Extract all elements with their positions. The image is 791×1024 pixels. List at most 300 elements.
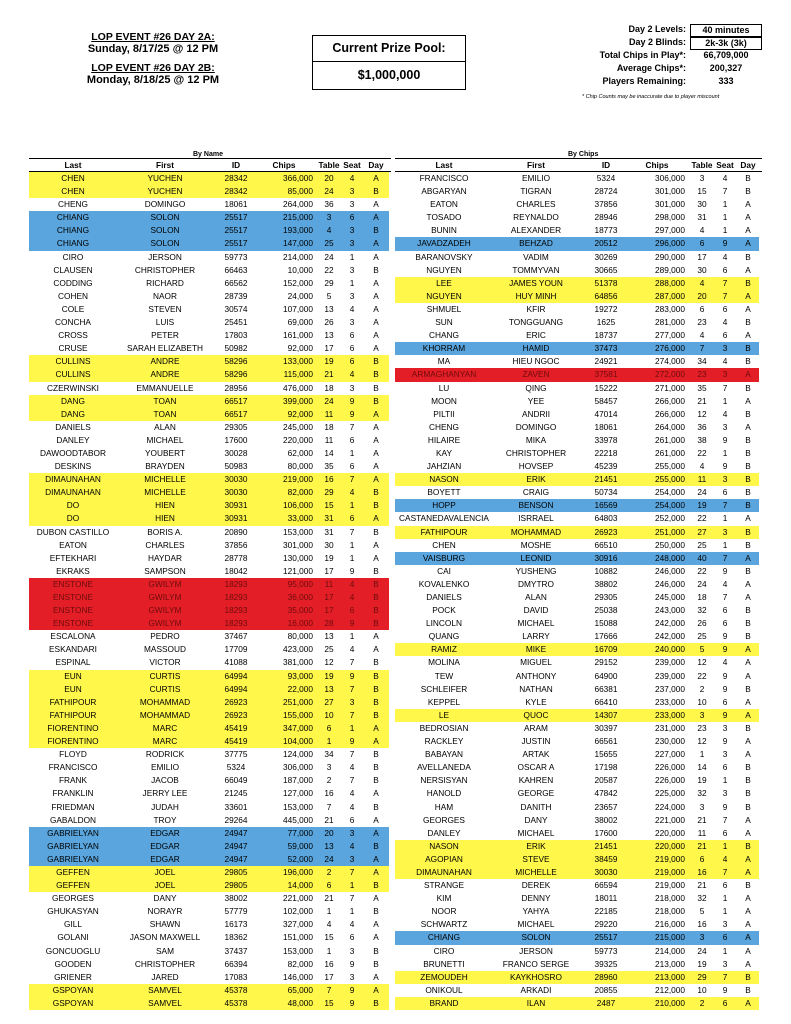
cell-seat: 9 (722, 434, 728, 445)
table-row[interactable] (29, 185, 391, 198)
cell-seat: 6 (349, 513, 355, 524)
table-row[interactable] (395, 709, 762, 722)
table-row[interactable] (29, 840, 391, 853)
table-row[interactable] (29, 604, 391, 617)
table-row[interactable] (395, 630, 762, 643)
table-row[interactable] (395, 578, 762, 591)
table-row[interactable] (395, 971, 762, 984)
event-a-block (58, 31, 248, 55)
table-row[interactable] (29, 630, 391, 643)
cell-last: BOYETT (427, 487, 461, 498)
table-row[interactable] (395, 512, 762, 525)
table-row[interactable] (29, 683, 391, 696)
cell-id: 24947 (224, 840, 248, 851)
cell-day: B (373, 958, 379, 969)
table-row[interactable] (29, 303, 391, 316)
cell-seat: 7 (349, 866, 355, 877)
cell-last: ARMAGHANYAN (411, 369, 477, 380)
table-row[interactable] (29, 853, 391, 866)
table-row[interactable] (29, 748, 391, 761)
table-header (395, 158, 762, 172)
cell-first: HIEN (155, 500, 175, 511)
cell-seat: 6 (349, 932, 355, 943)
table-row[interactable] (29, 945, 391, 958)
table-row[interactable] (29, 709, 391, 722)
cell-day: A (373, 277, 379, 288)
table-row[interactable] (395, 264, 762, 277)
cell-day: A (373, 971, 379, 982)
column-header-id[interactable]: ID (231, 160, 241, 170)
cell-id: 18061 (594, 421, 618, 432)
cell-chips: 210,000 (655, 997, 685, 1008)
cell-id: 17083 (224, 971, 248, 982)
table-row[interactable] (395, 670, 762, 683)
cell-table: 7 (699, 343, 705, 354)
cell-first: SAMVEL (148, 984, 182, 995)
cell-last: DAWOODTABOR (40, 447, 106, 458)
cell-last: BARANOVSKY (415, 251, 473, 262)
table-row[interactable] (29, 264, 391, 277)
chip-count-note: * Chip Counts may be inaccurate due to player miscount (582, 94, 720, 100)
cell-day: B (745, 722, 751, 733)
cell-first: ZAVEN (522, 369, 550, 380)
table-row[interactable] (395, 722, 762, 735)
cell-last: DIMAUNAHAN (45, 487, 101, 498)
table-row[interactable] (395, 539, 762, 552)
cell-seat: 3 (722, 343, 728, 354)
cell-first: HIEU NGOC (512, 356, 560, 367)
table-row[interactable] (29, 931, 391, 944)
cell-id: 28739 (224, 290, 248, 301)
cell-first: ERIK (526, 474, 546, 485)
table-row[interactable] (395, 552, 762, 565)
table-row[interactable] (29, 997, 391, 1010)
cell-last: EUN (64, 670, 82, 681)
table-row[interactable] (395, 185, 762, 198)
column-header-first[interactable]: First (156, 160, 174, 170)
cell-day: A (373, 408, 379, 419)
cell-table: 3 (699, 709, 705, 720)
table-row[interactable] (29, 656, 391, 669)
cell-chips: 127,000 (283, 788, 313, 799)
table-row[interactable] (29, 211, 391, 224)
table-row[interactable] (395, 683, 762, 696)
table-row[interactable] (395, 591, 762, 604)
table-row[interactable] (29, 722, 391, 735)
table-row[interactable] (395, 997, 762, 1010)
cell-table: 7 (326, 801, 332, 812)
table-row[interactable] (395, 395, 762, 408)
cell-id: 41088 (224, 657, 248, 668)
table-row[interactable] (395, 945, 762, 958)
cell-first: CURTIS (149, 670, 181, 681)
cell-table: 36 (324, 199, 334, 210)
table-row[interactable] (395, 434, 762, 447)
cell-day: B (373, 565, 379, 576)
cell-day: B (373, 605, 379, 616)
cell-table: 35 (324, 461, 334, 472)
cell-day: B (745, 251, 751, 262)
table-row[interactable] (29, 696, 391, 709)
cell-id: 30030 (594, 866, 618, 877)
table-row[interactable] (395, 918, 762, 931)
cell-id: 14307 (594, 709, 618, 720)
cell-table: 5 (699, 906, 705, 917)
cell-first: FRANCO SERGE (502, 958, 570, 969)
cell-id: 28342 (224, 173, 248, 183)
table-row[interactable] (29, 316, 391, 329)
table-row[interactable] (395, 329, 762, 342)
cell-table: 31 (697, 212, 707, 223)
cell-seat: 6 (722, 827, 728, 838)
cell-id: 45419 (224, 722, 248, 733)
cell-id: 29220 (594, 919, 618, 930)
cell-seat: 6 (722, 762, 728, 773)
cell-last: RAMIZ (431, 644, 457, 655)
table-row[interactable] (395, 853, 762, 866)
cell-last: HILAIRE (427, 434, 461, 445)
table-row[interactable] (395, 198, 762, 211)
table-row[interactable] (395, 277, 762, 290)
cell-first: YUCHEN (147, 173, 183, 183)
table-row[interactable] (29, 958, 391, 971)
table-row[interactable] (29, 329, 391, 342)
table-row[interactable] (395, 290, 762, 303)
cell-table: 3 (699, 801, 705, 812)
column-header-chips[interactable]: Chips (272, 160, 296, 170)
table-row[interactable] (29, 526, 391, 539)
table-row[interactable] (395, 382, 762, 395)
table-row[interactable] (395, 237, 762, 250)
table-row[interactable] (29, 892, 391, 905)
cell-seat: 4 (349, 369, 355, 380)
cell-seat: 4 (722, 173, 728, 183)
table-row[interactable] (395, 643, 762, 656)
table-row[interactable] (395, 342, 762, 355)
table-row[interactable] (395, 473, 762, 486)
table-row[interactable] (29, 237, 391, 250)
table-row[interactable] (29, 539, 391, 552)
cell-table: 21 (324, 814, 334, 825)
cell-id: 37856 (594, 199, 618, 210)
table-row[interactable] (395, 787, 762, 800)
cell-last: LINCOLN (426, 618, 462, 629)
table-row[interactable] (29, 368, 391, 381)
cell-seat: 9 (349, 618, 355, 629)
cell-last: CHANG (429, 330, 459, 341)
cell-table: 6 (699, 303, 705, 314)
cell-last: CULLINS (55, 356, 91, 367)
cell-first: JASON MAXWELL (129, 932, 201, 943)
cell-seat: 3 (722, 788, 728, 799)
cell-id: 66561 (594, 736, 618, 747)
cell-last: GEORGES (52, 893, 94, 904)
table-row[interactable] (395, 316, 762, 329)
cell-id: 5324 (226, 762, 246, 773)
table-row[interactable] (29, 801, 391, 814)
table-row[interactable] (395, 892, 762, 905)
table-row[interactable] (395, 801, 762, 814)
cell-table: 36 (697, 421, 707, 432)
cell-seat: 3 (349, 238, 355, 249)
table-row[interactable] (29, 395, 391, 408)
cell-id: 29805 (224, 880, 248, 891)
cell-id: 33978 (594, 434, 618, 445)
table-row[interactable] (29, 761, 391, 774)
cell-first: SARAH ELIZABETH (126, 343, 204, 354)
table-row[interactable] (29, 224, 391, 237)
table-row[interactable] (29, 918, 391, 931)
cell-id: 37467 (224, 631, 248, 642)
cell-seat: 3 (722, 919, 728, 930)
table-row[interactable] (395, 827, 762, 840)
by-name-title: By Name (193, 151, 223, 158)
cell-day: A (745, 945, 751, 956)
column-header-last[interactable]: Last (64, 160, 82, 170)
cell-table: 5 (326, 290, 332, 301)
cell-id: 17803 (224, 330, 248, 341)
table-row[interactable] (395, 526, 762, 539)
cell-id: 45239 (594, 461, 618, 472)
cell-id: 28778 (224, 552, 248, 563)
cell-last: GHUKASYAN (47, 906, 99, 917)
cell-seat: 7 (349, 683, 355, 694)
table-row[interactable] (29, 251, 391, 264)
table-row[interactable] (395, 499, 762, 512)
cell-day: A (745, 749, 751, 760)
table-row[interactable] (29, 617, 391, 630)
table-row[interactable] (29, 565, 391, 578)
table-row[interactable] (29, 172, 391, 185)
cell-day: B (745, 487, 751, 498)
cell-table: 21 (697, 880, 707, 891)
table-row[interactable] (29, 473, 391, 486)
table-row[interactable] (395, 447, 762, 460)
cell-table: 24 (697, 487, 707, 498)
table-row[interactable] (395, 748, 762, 761)
table-row[interactable] (395, 604, 762, 617)
table-row[interactable] (29, 774, 391, 787)
table-row[interactable] (395, 565, 762, 578)
column-header-day[interactable]: Day (740, 160, 756, 170)
cell-id: 66394 (224, 958, 248, 969)
table-row[interactable] (395, 735, 762, 748)
table-row[interactable] (29, 447, 391, 460)
table-row[interactable] (395, 958, 762, 971)
table-row[interactable] (29, 290, 391, 303)
cell-id: 45378 (224, 984, 248, 995)
table-row[interactable] (29, 735, 391, 748)
cell-table: 29 (324, 277, 334, 288)
table-row[interactable] (395, 696, 762, 709)
cell-chips: 80,000 (287, 631, 313, 642)
table-row[interactable] (395, 211, 762, 224)
table-row[interactable] (395, 656, 762, 669)
cell-day: B (745, 840, 751, 851)
cell-table: 16 (697, 919, 707, 930)
cell-id: 20855 (594, 984, 618, 995)
cell-first: DOMINGO (515, 421, 557, 432)
cell-seat: 1 (349, 539, 355, 550)
cell-last: STRANGE (423, 880, 465, 891)
cell-last: SCHWARTZ (420, 919, 468, 930)
cell-id: 30397 (594, 722, 618, 733)
cell-day: A (373, 919, 379, 930)
cell-day: A (373, 251, 379, 262)
cell-table: 20 (324, 827, 334, 838)
cell-day: B (745, 474, 751, 485)
cell-seat: 1 (349, 552, 355, 563)
table-row[interactable] (395, 774, 762, 787)
cell-seat: 9 (349, 408, 355, 419)
table-row[interactable] (29, 866, 391, 879)
cell-chips: 24,000 (287, 290, 313, 301)
table-row[interactable] (29, 382, 391, 395)
cell-day: A (373, 513, 379, 524)
cell-table: 29 (697, 971, 707, 982)
table-row[interactable] (29, 827, 391, 840)
column-header-first[interactable]: First (527, 160, 545, 170)
table-row[interactable] (29, 277, 391, 290)
column-header-seat[interactable]: Seat (343, 160, 361, 170)
table-row[interactable] (395, 879, 762, 892)
table-row[interactable] (29, 342, 391, 355)
cell-last: CONCHA (55, 317, 91, 328)
table-row[interactable] (395, 486, 762, 499)
cell-last: EUN (64, 683, 82, 694)
table-row[interactable] (29, 552, 391, 565)
stat-value: 2k-3k (3k) (690, 37, 762, 50)
cell-first: EMMANUELLE (136, 382, 194, 393)
table-row[interactable] (395, 866, 762, 879)
cell-day: B (745, 173, 751, 183)
table-row[interactable] (29, 460, 391, 473)
cell-seat: 3 (349, 186, 355, 197)
cell-table: 32 (697, 893, 707, 904)
cell-seat: 3 (349, 827, 355, 838)
cell-last: CASTANEDAVALENCIA (399, 513, 489, 524)
cell-day: A (745, 958, 751, 969)
cell-day: A (373, 932, 379, 943)
table-row[interactable] (29, 879, 391, 892)
table-row[interactable] (395, 761, 762, 774)
cell-chips: 146,000 (283, 971, 313, 982)
cell-last: CLAUSEN (53, 264, 93, 275)
table-row[interactable] (29, 591, 391, 604)
cell-table: 1 (699, 749, 705, 760)
cell-last: KHORRAM (422, 343, 466, 354)
cell-last: CHEN (61, 173, 85, 183)
table-row[interactable] (395, 172, 762, 185)
table-row[interactable] (29, 814, 391, 827)
table-row[interactable] (29, 670, 391, 683)
table-row[interactable] (29, 355, 391, 368)
cell-chips: 213,000 (655, 958, 685, 969)
table-row[interactable] (395, 984, 762, 997)
cell-first: ARAM (524, 722, 548, 733)
table-row[interactable] (29, 486, 391, 499)
column-header-seat[interactable]: Seat (716, 160, 734, 170)
cell-last: GILL (64, 919, 82, 930)
cell-seat: 1 (722, 906, 728, 917)
table-row[interactable] (29, 984, 391, 997)
cell-id: 19272 (594, 303, 618, 314)
table-row[interactable] (29, 434, 391, 447)
table-row[interactable] (29, 421, 391, 434)
cell-table: 20 (697, 290, 707, 301)
table-row[interactable] (29, 643, 391, 656)
cell-id: 24921 (594, 356, 618, 367)
cell-table: 22 (697, 565, 707, 576)
table-row[interactable] (395, 355, 762, 368)
cell-chips: 381,000 (283, 657, 313, 668)
table-row[interactable] (29, 787, 391, 800)
table-row[interactable] (395, 840, 762, 853)
cell-id: 39325 (594, 958, 618, 969)
table-row[interactable] (29, 408, 391, 421)
table-row[interactable] (395, 814, 762, 827)
cell-day: A (373, 736, 379, 747)
cell-last: FATHIPOUR (49, 709, 97, 720)
column-header-table[interactable]: Table (318, 160, 340, 170)
column-header-day[interactable]: Day (368, 160, 384, 170)
table-row[interactable] (29, 512, 391, 525)
cell-chips: 95,000 (287, 578, 313, 589)
cell-table: 28 (324, 618, 334, 629)
table-row[interactable] (395, 617, 762, 630)
column-header-chips[interactable]: Chips (645, 160, 669, 170)
cell-seat: 6 (349, 461, 355, 472)
column-header-id[interactable]: ID (601, 160, 611, 170)
table-row[interactable] (395, 251, 762, 264)
table-row[interactable] (29, 499, 391, 512)
cell-last: CHENG (429, 421, 459, 432)
cell-day: A (373, 461, 379, 472)
column-header-last[interactable]: Last (435, 160, 453, 170)
cell-table: 23 (697, 722, 707, 733)
cell-id: 58296 (224, 369, 248, 380)
table-row[interactable] (395, 303, 762, 316)
cell-seat: 6 (349, 434, 355, 445)
cell-seat: 1 (722, 945, 728, 956)
table-row[interactable] (29, 905, 391, 918)
column-header-table[interactable]: Table (691, 160, 713, 170)
cell-day: A (373, 173, 379, 183)
table-row[interactable] (395, 368, 762, 381)
table-row[interactable] (395, 408, 762, 421)
table-row[interactable] (395, 421, 762, 434)
table-row[interactable] (29, 971, 391, 984)
table-row[interactable] (395, 905, 762, 918)
cell-chips: 193,000 (283, 225, 313, 236)
table-row[interactable] (29, 578, 391, 591)
cell-day: B (373, 880, 379, 891)
cell-day: A (745, 853, 751, 864)
table-row[interactable] (29, 198, 391, 211)
table-row[interactable] (395, 224, 762, 237)
table-row[interactable] (395, 931, 762, 944)
cell-id: 2487 (596, 997, 616, 1008)
cell-seat: 1 (722, 840, 728, 851)
cell-table: 6 (326, 880, 332, 891)
cell-day: A (373, 238, 379, 249)
cell-seat: 9 (349, 736, 355, 747)
cell-last: TOSADO (426, 212, 462, 223)
cell-seat: 9 (722, 736, 728, 747)
table-row[interactable] (395, 460, 762, 473)
cell-chips: 239,000 (655, 657, 685, 668)
cell-seat: 1 (349, 722, 355, 733)
